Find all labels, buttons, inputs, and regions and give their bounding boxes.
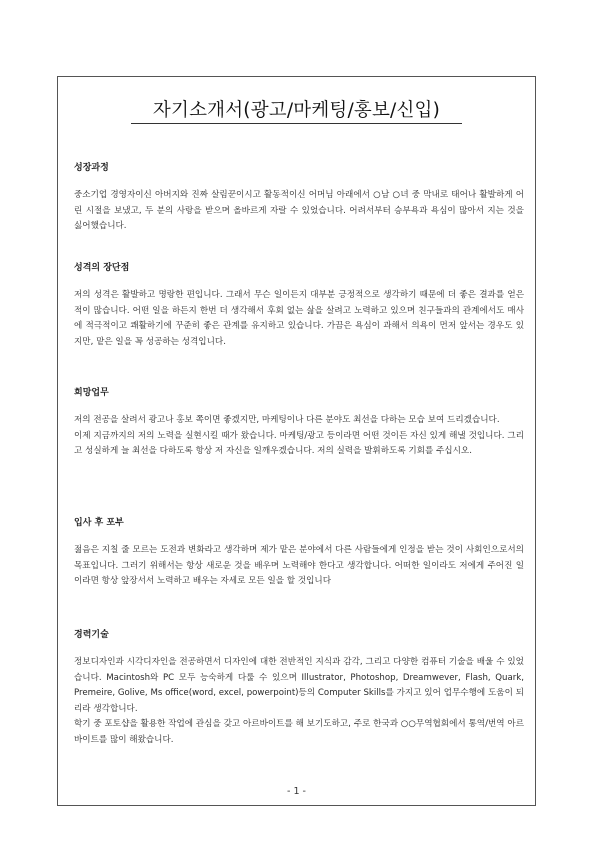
paragraph: 정보디자인과 시각디자인을 전공하면서 디자인에 대한 전반적인 지식과 감각, 그리고 다양한 컴퓨터 기술을 배울 수 있었습니다. Macintosh와 PC 모두 능숙하게 다룰 수 있으며 Illustrator, Photoshop, Dreamwever, Flash, Quark, Premeire, Golive, Ms office(word, excel, powerpoint)등의 Computer Skills를 가지고 있어 업무수행에 도움이 되리라 생각합니다.	[74, 657, 524, 714]
section-heading-growth: 성장과정	[74, 163, 109, 173]
section-body-experience	[74, 655, 524, 749]
paragraph: 저의 전공을 살려서 광고나 홍보 쪽이면 좋겠지만, 마케팅이나 다른 분야도 최선을 다하는 모습 보여 드리겠습니다.	[74, 415, 500, 425]
section-body-personality	[74, 288, 524, 350]
title-underline	[131, 123, 462, 124]
section-heading-experience: 경력기술	[74, 630, 109, 640]
section-body-aspiration	[74, 543, 524, 590]
paragraph: 이제 지금까지의 저의 노력을 실현시킬 때가 왔습니다. 마케팅/광고 등이라면 어떤 것이든 자신 있게 해낼 것입니다. 그리고 성실하게 늘 최선을 다하도록 항상 저 자신을 일깨우겠습니다. 저의 실력을 발휘하도록 기회를 주십시오.	[74, 430, 524, 457]
section-heading-aspiration: 입사 후 포부	[74, 518, 124, 528]
page-number: - 1 -	[287, 786, 306, 797]
section-body-desired-work	[74, 413, 524, 460]
document-title: 자기소개서(광고/마케팅/홍보/신입)	[152, 100, 441, 121]
paragraph: 젊음은 지칠 줄 모르는 도전과 변화라고 생각하며 제가 맡은 분야에서 다른 사람들에게 인정을 받는 것이 사회인으로서의 목표입니다. 그러기 위해서는 항상 새로운 것을 배우며 노력해야 한다고 생각합니다. 어떠한 일이라도 저에게 주어진 일이라면 항상 앞장서서 노력하고 배우는 자세로 모든 일을 할 것입니다	[74, 545, 524, 587]
paragraph: 학기 중 포토샵을 활용한 작업에 관심을 갖고 아르바이트를 해 보기도하고, 주로 한국과 ○○무역협회에서 통역/번역 아르바이트를 많이 해왔습니다.	[74, 719, 524, 745]
paragraph: 중소기업 경영자이신 아버지와 진짜 살림꾼이시고 활동적이신 어머님 아래에서 ○남 ○녀 중 막내로 태어나 활발하게 어린 시절을 보냈고, 두 분의 사랑을 받으며 올바르게 자랄 수 있었습니다. 어려서부터 승부욕과 욕심이 많아서 지는 것을 싫어했습니다.	[74, 190, 524, 232]
section-body-growth	[74, 188, 524, 235]
paragraph: 저의 성격은 활발하고 명랑한 편입니다. 그래서 무슨 일이든지 대부분 긍정적으로 생각하기 때문에 더 좋은 결과를 얻은 적이 많습니다. 어떤 일을 하든지 한번 더 생각해서 후회 없는 삶을 살려고 노력하고 있으며 친구들과의 관계에서도 매사에 적극적이고 쾌활하기에 꾸준히 좋은 관계를 유지하고 있습니다. 가끔은 욕심이 과해서 의욕이 먼저 앞서는 경우도 있지만, 맡은 일을 꼭 성공하는 성격입니다.	[74, 290, 524, 347]
section-heading-personality: 성격의 장단점	[74, 263, 130, 273]
section-heading-desired-work: 희망업무	[74, 388, 109, 398]
